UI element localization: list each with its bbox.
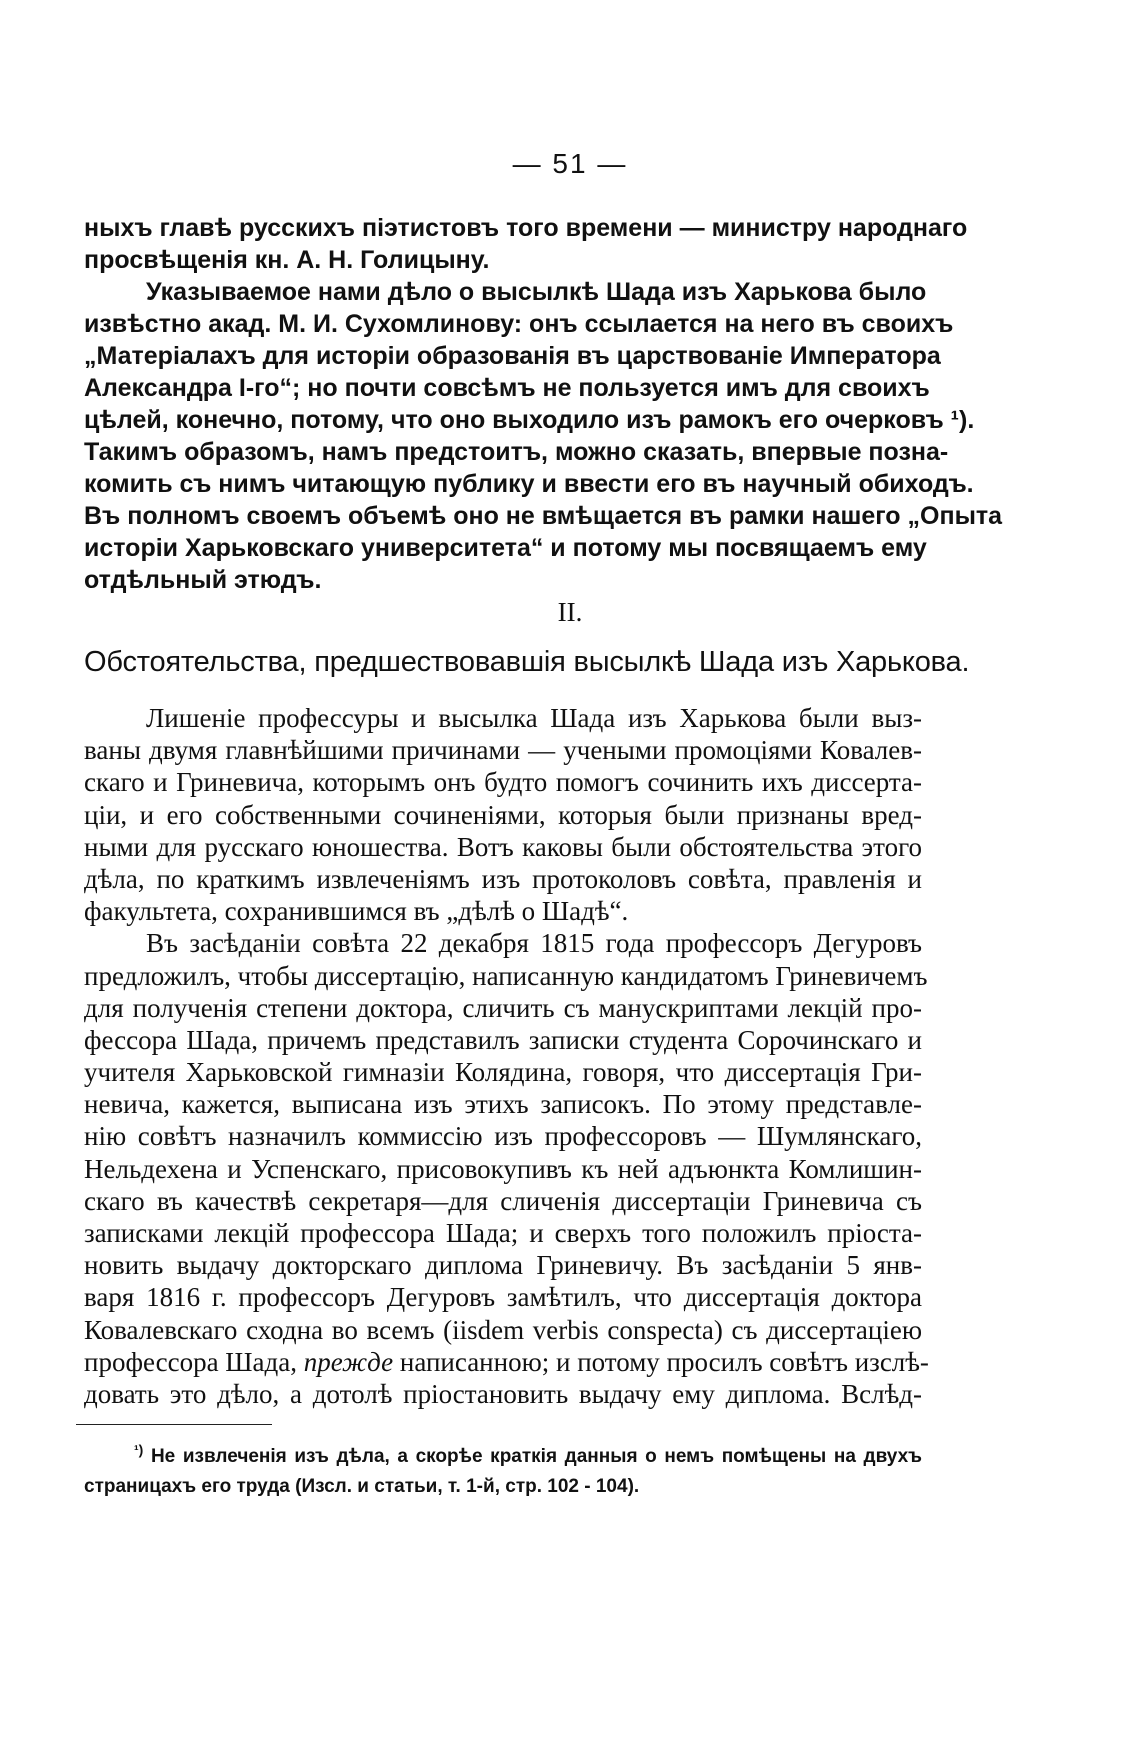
text-line: „Матеріалахъ для исторіи образованія въ царствованіе Императора	[84, 342, 941, 370]
text-line: Въ засѣданіи совѣта 22 декабря 1815 года профессоръ Дегуровъ	[146, 928, 922, 959]
footnote-text: Не извлеченія изъ дѣла, а скорѣе краткія данныя о немъ помѣщены на двухъ	[143, 1446, 922, 1467]
text-line: ціи, и его собственными сочиненіями, которыя были признаны вред-	[84, 799, 922, 830]
text-line: учителя Харьковской гимназіи Колядина, говоря, что диссертація Гри-	[84, 1057, 922, 1088]
text-line: дѣла, по краткимъ извлеченіямъ изъ протоколовъ совѣта, правленія и	[84, 863, 922, 894]
text-line: невича, кажется, выписана изъ этихъ записокъ. По этому представле-	[84, 1089, 922, 1120]
footnote-divider	[76, 1424, 272, 1425]
text-line: Александра I-го“; но почти совсѣмъ не пользуется имъ для своихъ	[84, 374, 930, 402]
text-line: ныхъ главѣ русскихъ піэтистовъ того времени — министру народнаго	[84, 214, 968, 242]
footnote-mark: ¹)	[134, 1441, 144, 1458]
text-line: просвѣщенія кн. А. Н. Голицыну.	[84, 246, 490, 274]
text-line: для полученія степени доктора, сличить съ манускриптами лекцій про-	[84, 992, 922, 1023]
text-line: исторіи Харьковскаго университета“ и потому мы посвящаемъ ему	[84, 534, 927, 562]
text-line	[84, 1346, 929, 1378]
text-line: новить выдачу докторскаго диплома Гриневичу. Въ засѣданіи 5 янв-	[84, 1250, 922, 1281]
section-heading: Обстоятельства, предшествовавшія высылкѣ Шада изъ Харькова.	[84, 646, 970, 678]
text-line: Лишеніе профессуры и высылка Шада изъ Харькова были выз-	[146, 703, 922, 733]
text-line: отдѣльный этюдъ.	[84, 566, 322, 594]
text-line: записками лекцій профессора Шада; и сверхъ того положилъ пріоста-	[84, 1218, 922, 1248]
text-line: нію совѣтъ назначилъ коммиссію изъ профессоровъ — Шумлянскаго,	[84, 1121, 922, 1152]
text-line: Такимъ образомъ, намъ предстоитъ, можно сказать, впервые позна-	[84, 438, 949, 466]
text-segment: дѣло, а дотолѣ пріостановить выдачу ему диплома. Вслѣд-	[217, 1378, 923, 1409]
text-line: факультета, сохранившимся въ „дѣлѣ о Шадѣ“.	[84, 896, 629, 927]
text-segment: профессора Шада,	[84, 1346, 304, 1377]
text-segment: написанною; и потому просилъ совѣтъ изслѣ-	[393, 1346, 929, 1377]
text-line: ными для русскаго юношества. Вотъ каковы были обстоятельства этого	[84, 831, 922, 862]
text-line	[84, 1378, 922, 1410]
intro-paragraphs	[84, 212, 1003, 596]
section-number: II.	[557, 597, 583, 627]
text-line: Въ полномъ своемъ объемѣ оно не вмѣщается въ рамки нашего „Опыта	[84, 502, 1003, 530]
text-line: Ковалевскаго сходна во всемъ (iisdem verbis conspecta) съ диссертаціею	[84, 1314, 922, 1345]
text-line: варя 1816 г. профессоръ Дегуровъ замѣтилъ, что диссертація доктора	[84, 1282, 922, 1313]
text-line: Нельдехена и Успенскаго, присовокупивъ къ ней адъюнкта Комлишин-	[84, 1153, 922, 1184]
page-number: — 51 —	[512, 148, 628, 179]
footnote-line: страницахъ его труда (Изсл. и статьи, т. 1-й, стр. 102 - 104).	[84, 1476, 640, 1497]
text-line: скаго въ качествѣ секретаря—для сличенія диссертаціи Гриневича съ	[84, 1185, 922, 1216]
text-line: цѣлей, конечно, потому, что оно выходило изъ рамокъ его очерковъ ¹).	[84, 406, 975, 434]
italic-word: прежде	[303, 1346, 394, 1377]
text-line: комить съ нимъ читающую публику и ввести его въ научный обиходъ.	[84, 470, 974, 498]
text-line: фессора Шада, причемъ представилъ записки студента Сорочинскаго и	[84, 1024, 922, 1055]
text-line: ваны двумя главнѣйшими причинами — учеными промоціями Ковалев-	[84, 735, 922, 766]
text-segment: довать это	[84, 1378, 218, 1409]
text-line: Указываемое нами дѣло о высылкѣ Шада изъ Харькова было	[146, 278, 927, 306]
text-line: предложилъ, чтобы диссертацію, написанную кандидатомъ Гриневичемъ	[84, 960, 928, 991]
text-line: извѣстно акад. М. И. Сухомлинову: онъ ссылается на него въ своихъ	[84, 310, 954, 338]
text-line: скаго и Гриневича, которымъ онъ будто помогъ сочинить ихъ диссерта-	[84, 767, 922, 798]
footnote	[84, 1442, 922, 1502]
footnote-line	[84, 1442, 922, 1472]
body-paragraphs	[84, 702, 929, 1410]
